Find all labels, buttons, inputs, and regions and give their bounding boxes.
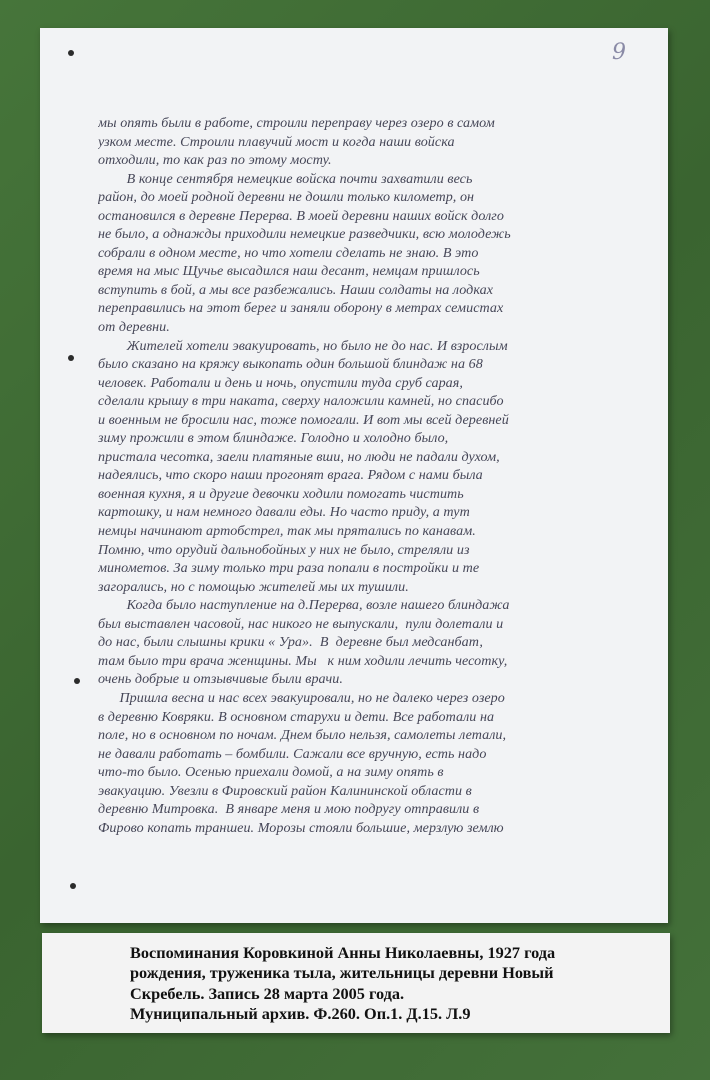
text-line: и военным не бросили нас, тоже помогали. И вот мы всей деревней [98, 411, 509, 428]
text-line: вступить в бой, а мы все разбежались. Наши солдаты на лодках [98, 281, 494, 298]
text-line: время на мыс Щучье высадился наш десант, немцам пришлось [98, 263, 480, 280]
text-line: переправились на этот берег и заняли оборону в метрах семистах [98, 300, 504, 317]
text-line: что-то было. Осенью приехали домой, а на зиму опять в [98, 764, 444, 781]
text-line: деревню Митровка. В январе меня и мою подругу отправили в [98, 801, 480, 818]
text-line: не давали работать – бомбили. Сажали все вручную, есть надо [98, 745, 487, 762]
text-line: В конце сентября немецкие войска почти захватили весь [98, 170, 473, 187]
text-line: эвакуацию. Увезли в Фировский район Калининской области в [98, 782, 472, 799]
text-line: пристала чесотка, заели платяные вши, но люди не падали духом, [98, 448, 500, 465]
text-line: человек. Работали и день и ночь, опустили туда сруб сарая, [98, 374, 463, 391]
text-line: зиму прожили в этом блиндаже. Голодно и холодно было, [98, 430, 449, 447]
text-line: остановился в деревне Перерва. В моей деревни наших войск долго [98, 207, 504, 224]
text-line: загорались, но с помощью жителей мы их тушили. [98, 578, 409, 595]
text-line: минометов. За зиму только три раза попали в постройки и те [98, 560, 480, 577]
text-line: там было три врача женщины. Мы к ним ходили лечить чесотку, [98, 652, 508, 669]
text-line: мы опять были в работе, строили переправу через озеро в самом [98, 115, 495, 131]
punch-hole-top [68, 50, 74, 56]
text-line: от деревни. [98, 319, 170, 336]
caption-line: Муниципальный архив. Ф.260. Оп.1. Д.15. Л.9 [130, 1004, 471, 1024]
text-line: собрали в одном месте, но что хотели сделать не знаю. В это [98, 244, 479, 261]
manuscript-page [40, 28, 668, 923]
punch-hole-lower [74, 678, 80, 684]
caption-text [130, 943, 660, 1025]
text-line: узком месте. Строили плавучий мост и когда наши войска [98, 133, 455, 150]
text-line: в деревню Ковряки. В основном старухи и дети. Все работали на [98, 708, 495, 725]
text-line: Жителей хотели эвакуировать, но было не до нас. И взрослым [98, 337, 508, 354]
page-number: 9 [612, 40, 626, 65]
text-line: до нас, были слышны крики « Ура». В деревне был медсанбат, [98, 634, 483, 651]
text-line: картошку, и нам немного давали еды. Но часто приду, а тут [98, 504, 470, 521]
text-line: район, до моей родной деревни не дошли только километр, он [98, 189, 475, 206]
text-line: был выставлен часовой, нас никого не выпускали, пули долетали и [98, 615, 504, 632]
text-line: сделали крышу в три наката, сверху наложили камней, но спасибо [98, 393, 504, 410]
text-line: очень добрые и отзывчивые были врачи. [98, 671, 343, 688]
text-line: было сказано на кряжу выкопать один большой блиндаж на 68 [98, 356, 483, 373]
text-line: Пришла весна и нас всех эвакуировали, но не далеко через озеро [98, 689, 505, 706]
punch-hole-bottom [70, 883, 76, 889]
memoir-text [98, 114, 603, 837]
text-line: Когда было наступление на д.Перерва, возле нашего блиндажа [98, 597, 510, 614]
text-line: Фирово копать траншеи. Морозы стояли большие, мерзлую землю [98, 819, 504, 836]
caption-line: Скребель. Запись 28 марта 2005 года. [130, 983, 405, 1003]
text-line: поле, но в основном по ночам. Днем было нельзя, самолеты летали, [98, 727, 507, 744]
text-line: отходили, то как раз по этому мосту. [98, 152, 332, 169]
text-line: немцы начинают артобстрел, так мы прятались по канавам. [98, 523, 476, 540]
text-line: надеялись, что скоро наши прогонят врага. Рядом с нами была [98, 467, 483, 484]
caption-label [42, 933, 670, 1033]
text-line: военная кухня, я и другие девочки ходили помогать чистить [98, 485, 464, 502]
caption-line: рождения, труженика тыла, жительницы деревни Новый [130, 963, 554, 983]
punch-hole-middle [68, 355, 74, 361]
caption-line: Воспоминания Коровкиной Анны Николаевны, 1927 года [130, 943, 556, 962]
text-line: не было, а однажды приходили немецкие разведчики, всю молодежь [98, 226, 511, 243]
text-line: Помню, что орудий дальнобойных у них не было, стреляли из [98, 541, 470, 558]
